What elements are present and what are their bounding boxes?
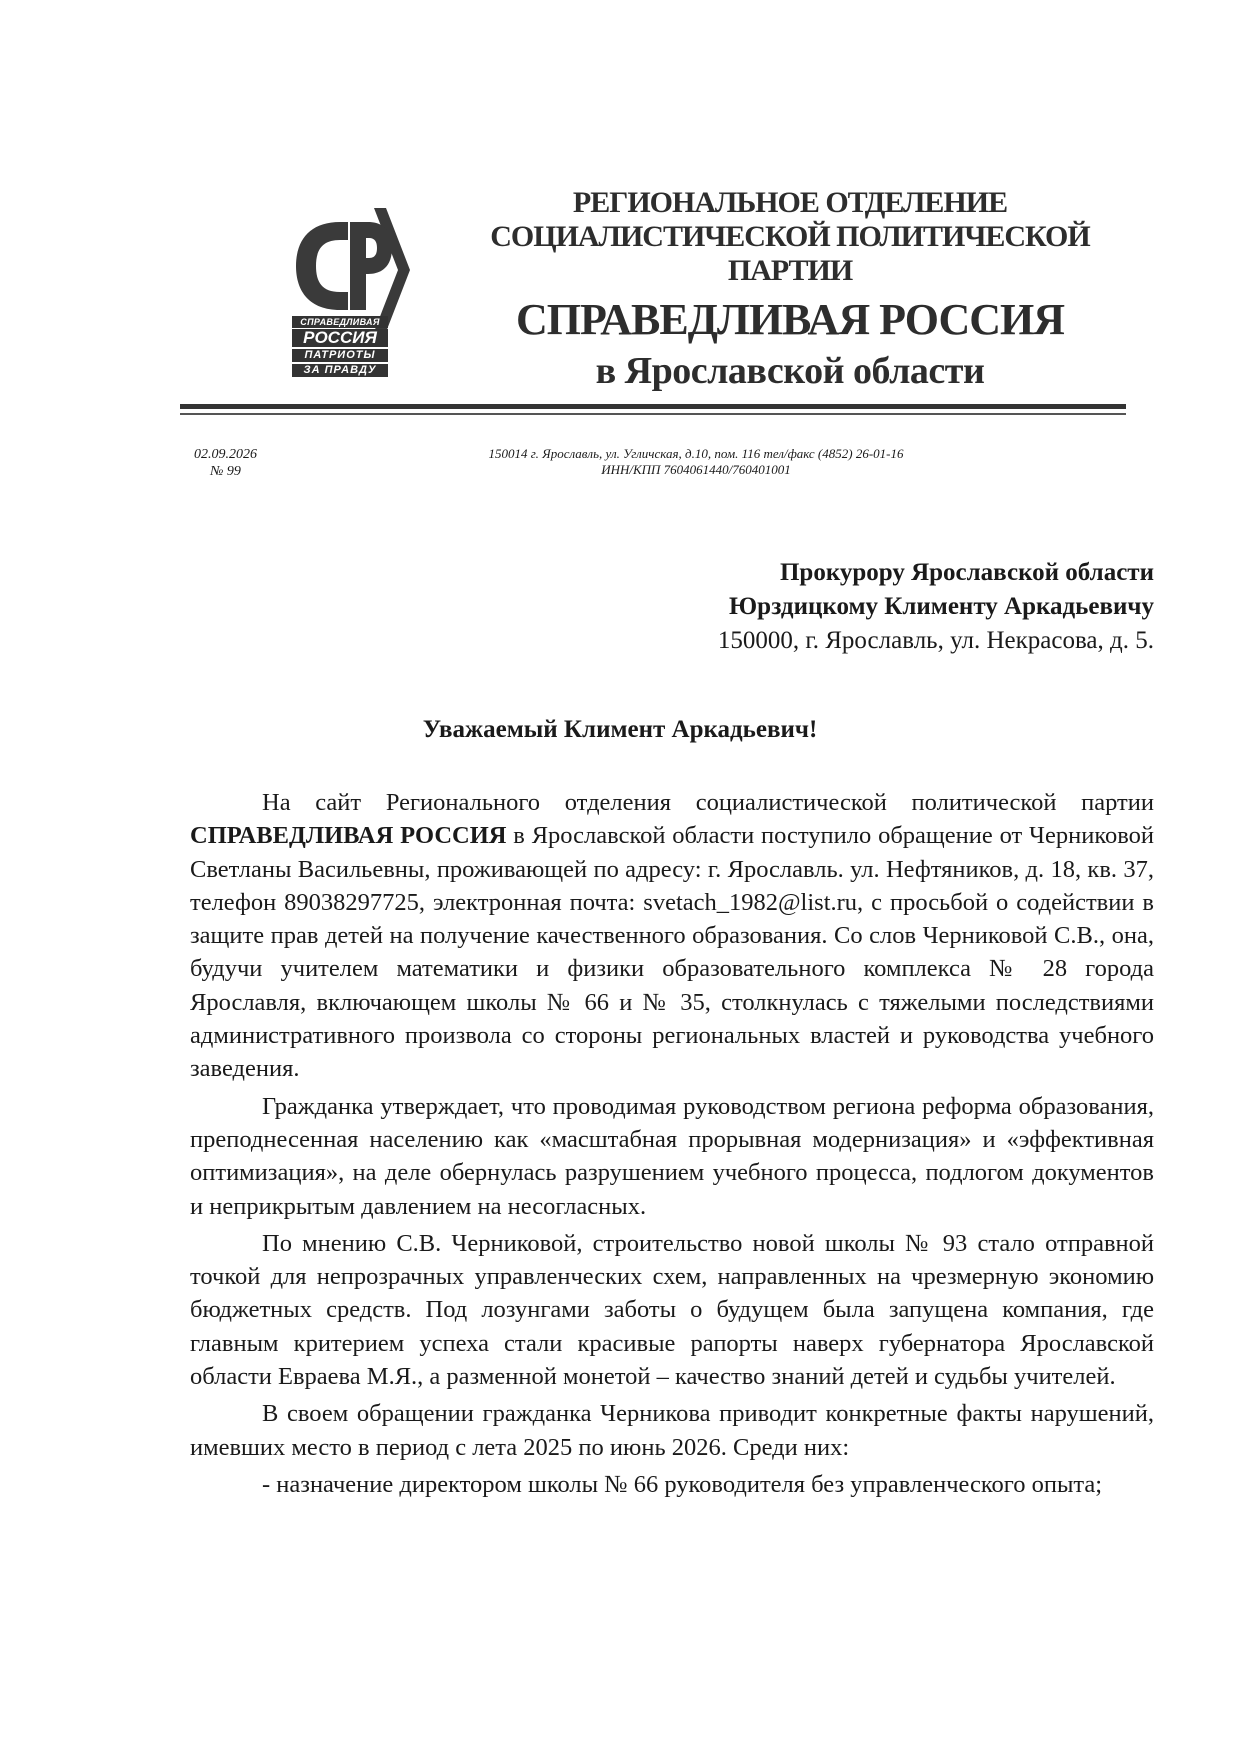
sender-address [416, 446, 976, 478]
party-name-inline: СПРАВЕДЛИВАЯ РОССИЯ [190, 822, 507, 850]
letter-number: № 99 [210, 464, 241, 479]
letter-body [190, 786, 1154, 1501]
recipient-name: Юрздицкому Клименту Аркадьевичу [728, 593, 1154, 620]
recipient-address: 150000, г. Ярославль, ул. Некрасова, д. 5. [717, 627, 1154, 654]
letterhead-line-2: СОЦИАЛИСТИЧЕСКОЙ ПОЛИТИЧЕСКОЙ [490, 220, 1090, 253]
paragraph-4: В своем обращении гражданка Черникова приводит конкретные факты нарушений, имевших место в период с лета 2025 по июнь 2026. Среди них: [190, 1400, 1154, 1461]
paragraph-1-start: На сайт Регионального отделения социалистической политической партии [262, 789, 1154, 816]
logo-line-4: ЗА ПРАВДУ [292, 364, 388, 377]
letterhead-title [470, 186, 1110, 394]
paragraph-3: По мнению С.В. Черниковой, строительство новой школы № 93 стало отправной точкой для непрозрачных управленческих схем, направленных на чрезмерную экономию бюджетных средств. Под лозунгами заботы о будущем была запущена компания, где главным критерием успеха стали красивые рапорты наверх губернатора Ярославской области Евраева М.Я., а разменной монетой – качество знаний детей и судьбы учителей. [190, 1229, 1154, 1391]
registration-info [194, 446, 257, 480]
list-item: - назначение директором школы № 66 руководителя без управленческого опыта; [262, 1470, 1103, 1498]
party-logo [292, 208, 422, 388]
logo-line-2: РОССИЯ [292, 329, 388, 347]
letterhead-party-name: СПРАВЕДЛИВАЯ РОССИЯ [515, 295, 1065, 344]
letterhead-line-3: ПАРТИИ [727, 254, 853, 287]
paragraph-1-rest: в Ярославской области поступило обращение от Черниковой Светланы Васильевны, проживающей по адресу: г. Ярославль. ул. Нефтяников, д. 18, кв. 37, телефон 89038297725, электронная почта: svetach_1982@list.ru, с просьбой о содействии в защите прав детей на получение качественного образования. Со слов Черниковой С.В., она, будучи учителем математики и физики образовательного комплекса № 28 города Ярославля, включающем школы № 66 и № 35, столкнулась с тяжелыми последствиями административного произвола со стороны региональных властей и руководства учебного заведения. [190, 822, 1155, 1083]
sender-inn: ИНН/КПП 7604061440/760401001 [601, 462, 791, 477]
recipient-block [718, 556, 1154, 658]
letterhead-divider-thin [180, 413, 1126, 415]
logo-line-3: ПАТРИОТЫ [292, 349, 388, 362]
sender-address-line: 150014 г. Ярославль, ул. Угличская, д.10, пом. 116 тел/факс (4852) 26-01-16 [488, 446, 904, 461]
recipient-title: Прокурору Ярославской области [779, 559, 1154, 586]
greeting: Уважаемый Климент Аркадьевич! [422, 716, 818, 743]
letterhead-line-1: РЕГИОНАЛЬНОЕ ОТДЕЛЕНИЕ [572, 186, 1008, 219]
paragraph-2: Гражданка утверждает, что проводимая руководством региона реформа образования, преподнесенная населению как «масштабная прорывная модернизация» и «эффективная оптимизация», на деле обернулась разрушением учебного процесса, подлогом документов и неприкрытым давлением на несогласных. [190, 1092, 1154, 1220]
paragraph-1 [190, 786, 1154, 1086]
logo-line-1: СПРАВЕДЛИВАЯ [292, 316, 388, 328]
letter-date: 02.09.2026 [194, 447, 257, 462]
letterhead-region: в Ярославской области [595, 350, 985, 392]
logo-brand-block [292, 316, 388, 377]
letterhead-divider-thick [180, 404, 1126, 409]
